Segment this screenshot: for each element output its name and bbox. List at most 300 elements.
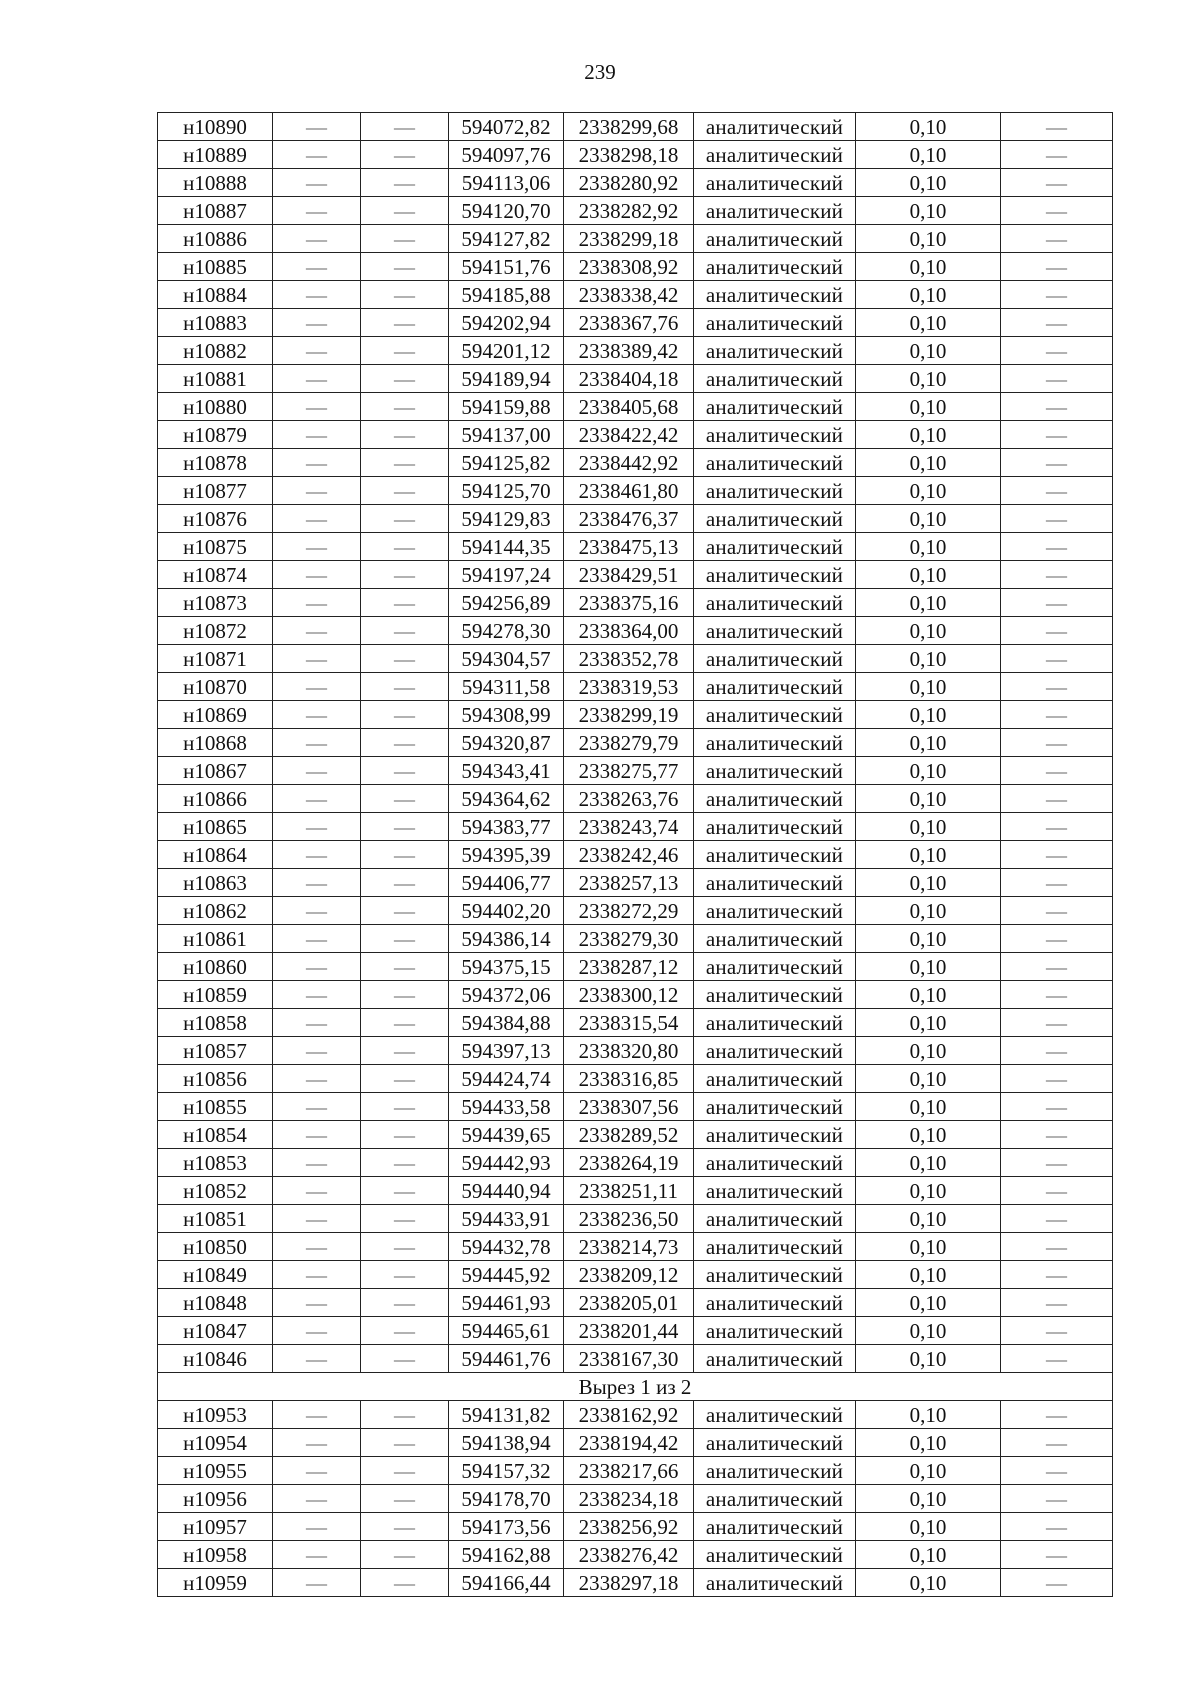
accuracy-cell: 0,10 xyxy=(856,1121,1001,1149)
point-id-cell: н10863 xyxy=(158,869,273,897)
dash-cell: — xyxy=(1001,1317,1113,1345)
dash-cell: — xyxy=(361,113,449,141)
y-coordinate-cell: 2338236,50 xyxy=(564,1205,694,1233)
x-coordinate-cell: 594173,56 xyxy=(449,1513,564,1541)
method-cell: аналитический xyxy=(694,1261,856,1289)
dash-cell: — xyxy=(273,1037,361,1065)
dash-cell: — xyxy=(1001,1149,1113,1177)
dash-cell: — xyxy=(361,449,449,477)
accuracy-cell: 0,10 xyxy=(856,281,1001,309)
table-row xyxy=(158,757,1113,785)
table-row xyxy=(158,197,1113,225)
table-row xyxy=(158,841,1113,869)
table-row xyxy=(158,1261,1113,1289)
table-row xyxy=(158,365,1113,393)
x-coordinate-cell: 594383,77 xyxy=(449,813,564,841)
dash-cell: — xyxy=(273,1177,361,1205)
dash-cell: — xyxy=(273,757,361,785)
method-cell: аналитический xyxy=(694,1149,856,1177)
dash-cell: — xyxy=(273,1345,361,1373)
dash-cell: — xyxy=(1001,113,1113,141)
table-row xyxy=(158,1205,1113,1233)
dash-cell: — xyxy=(361,169,449,197)
point-id-cell: н10850 xyxy=(158,1233,273,1261)
dash-cell: — xyxy=(361,1457,449,1485)
point-id-cell: н10869 xyxy=(158,701,273,729)
table-row xyxy=(158,673,1113,701)
table-row xyxy=(158,253,1113,281)
dash-cell: — xyxy=(273,1289,361,1317)
accuracy-cell: 0,10 xyxy=(856,981,1001,1009)
method-cell: аналитический xyxy=(694,281,856,309)
method-cell: аналитический xyxy=(694,449,856,477)
point-id-cell: н10882 xyxy=(158,337,273,365)
accuracy-cell: 0,10 xyxy=(856,1345,1001,1373)
accuracy-cell: 0,10 xyxy=(856,1261,1001,1289)
y-coordinate-cell: 2338476,37 xyxy=(564,505,694,533)
method-cell: аналитический xyxy=(694,309,856,337)
x-coordinate-cell: 594178,70 xyxy=(449,1485,564,1513)
method-cell: аналитический xyxy=(694,1457,856,1485)
x-coordinate-cell: 594364,62 xyxy=(449,785,564,813)
dash-cell: — xyxy=(1001,1065,1113,1093)
point-id-cell: н10878 xyxy=(158,449,273,477)
accuracy-cell: 0,10 xyxy=(856,197,1001,225)
point-id-cell: н10956 xyxy=(158,1485,273,1513)
x-coordinate-cell: 594113,06 xyxy=(449,169,564,197)
dash-cell: — xyxy=(361,281,449,309)
table-row xyxy=(158,309,1113,337)
dash-cell: — xyxy=(361,869,449,897)
method-cell: аналитический xyxy=(694,253,856,281)
dash-cell: — xyxy=(1001,813,1113,841)
method-cell: аналитический xyxy=(694,617,856,645)
dash-cell: — xyxy=(361,897,449,925)
table-row xyxy=(158,1541,1113,1569)
dash-cell: — xyxy=(1001,1401,1113,1429)
table-row xyxy=(158,533,1113,561)
dash-cell: — xyxy=(1001,533,1113,561)
dash-cell: — xyxy=(273,393,361,421)
accuracy-cell: 0,10 xyxy=(856,897,1001,925)
point-id-cell: н10890 xyxy=(158,113,273,141)
method-cell: аналитический xyxy=(694,561,856,589)
y-coordinate-cell: 2338422,42 xyxy=(564,421,694,449)
table-row xyxy=(158,897,1113,925)
method-cell: аналитический xyxy=(694,1317,856,1345)
dash-cell: — xyxy=(1001,1485,1113,1513)
y-coordinate-cell: 2338289,52 xyxy=(564,1121,694,1149)
dash-cell: — xyxy=(1001,253,1113,281)
accuracy-cell: 0,10 xyxy=(856,225,1001,253)
x-coordinate-cell: 594159,88 xyxy=(449,393,564,421)
dash-cell: — xyxy=(361,953,449,981)
dash-cell: — xyxy=(361,365,449,393)
table-row xyxy=(158,1037,1113,1065)
dash-cell: — xyxy=(273,645,361,673)
y-coordinate-cell: 2338364,00 xyxy=(564,617,694,645)
x-coordinate-cell: 594386,14 xyxy=(449,925,564,953)
accuracy-cell: 0,10 xyxy=(856,953,1001,981)
y-coordinate-cell: 2338316,85 xyxy=(564,1065,694,1093)
accuracy-cell: 0,10 xyxy=(856,1541,1001,1569)
point-id-cell: н10852 xyxy=(158,1177,273,1205)
dash-cell: — xyxy=(361,925,449,953)
y-coordinate-cell: 2338282,92 xyxy=(564,197,694,225)
accuracy-cell: 0,10 xyxy=(856,841,1001,869)
accuracy-cell: 0,10 xyxy=(856,1177,1001,1205)
y-coordinate-cell: 2338242,46 xyxy=(564,841,694,869)
accuracy-cell: 0,10 xyxy=(856,141,1001,169)
table-row xyxy=(158,701,1113,729)
dash-cell: — xyxy=(1001,841,1113,869)
method-cell: аналитический xyxy=(694,841,856,869)
method-cell: аналитический xyxy=(694,421,856,449)
y-coordinate-cell: 2338209,12 xyxy=(564,1261,694,1289)
dash-cell: — xyxy=(273,589,361,617)
dash-cell: — xyxy=(273,1429,361,1457)
x-coordinate-cell: 594185,88 xyxy=(449,281,564,309)
method-cell: аналитический xyxy=(694,897,856,925)
table-row xyxy=(158,1009,1113,1037)
dash-cell: — xyxy=(361,1149,449,1177)
x-coordinate-cell: 594433,58 xyxy=(449,1093,564,1121)
method-cell: аналитический xyxy=(694,113,856,141)
table-row xyxy=(158,1485,1113,1513)
x-coordinate-cell: 594162,88 xyxy=(449,1541,564,1569)
y-coordinate-cell: 2338276,42 xyxy=(564,1541,694,1569)
y-coordinate-cell: 2338243,74 xyxy=(564,813,694,841)
accuracy-cell: 0,10 xyxy=(856,337,1001,365)
dash-cell: — xyxy=(273,449,361,477)
dash-cell: — xyxy=(273,561,361,589)
dash-cell: — xyxy=(273,421,361,449)
dash-cell: — xyxy=(361,141,449,169)
point-id-cell: н10877 xyxy=(158,477,273,505)
method-cell: аналитический xyxy=(694,925,856,953)
dash-cell: — xyxy=(273,225,361,253)
accuracy-cell: 0,10 xyxy=(856,925,1001,953)
method-cell: аналитический xyxy=(694,505,856,533)
method-cell: аналитический xyxy=(694,673,856,701)
method-cell: аналитический xyxy=(694,225,856,253)
table-row xyxy=(158,1065,1113,1093)
y-coordinate-cell: 2338319,53 xyxy=(564,673,694,701)
dash-cell: — xyxy=(361,617,449,645)
x-coordinate-cell: 594402,20 xyxy=(449,897,564,925)
y-coordinate-cell: 2338308,92 xyxy=(564,253,694,281)
point-id-cell: н10861 xyxy=(158,925,273,953)
dash-cell: — xyxy=(273,1149,361,1177)
section-label: Вырез 1 из 2 xyxy=(158,1373,1113,1401)
table-row xyxy=(158,869,1113,897)
table-row xyxy=(158,1513,1113,1541)
table-row xyxy=(158,1429,1113,1457)
dash-cell: — xyxy=(361,813,449,841)
point-id-cell: н10874 xyxy=(158,561,273,589)
y-coordinate-cell: 2338404,18 xyxy=(564,365,694,393)
point-id-cell: н10889 xyxy=(158,141,273,169)
accuracy-cell: 0,10 xyxy=(856,1485,1001,1513)
table-row xyxy=(158,1345,1113,1373)
x-coordinate-cell: 594144,35 xyxy=(449,533,564,561)
point-id-cell: н10860 xyxy=(158,953,273,981)
y-coordinate-cell: 2338257,13 xyxy=(564,869,694,897)
dash-cell: — xyxy=(1001,645,1113,673)
dash-cell: — xyxy=(1001,673,1113,701)
dash-cell: — xyxy=(1001,281,1113,309)
y-coordinate-cell: 2338217,66 xyxy=(564,1457,694,1485)
y-coordinate-cell: 2338315,54 xyxy=(564,1009,694,1037)
dash-cell: — xyxy=(1001,1093,1113,1121)
point-id-cell: н10881 xyxy=(158,365,273,393)
accuracy-cell: 0,10 xyxy=(856,1233,1001,1261)
accuracy-cell: 0,10 xyxy=(856,113,1001,141)
dash-cell: — xyxy=(361,1037,449,1065)
y-coordinate-cell: 2338234,18 xyxy=(564,1485,694,1513)
point-id-cell: н10883 xyxy=(158,309,273,337)
dash-cell: — xyxy=(273,1261,361,1289)
table-row xyxy=(158,1289,1113,1317)
x-coordinate-cell: 594137,00 xyxy=(449,421,564,449)
dash-cell: — xyxy=(1001,141,1113,169)
dash-cell: — xyxy=(361,757,449,785)
dash-cell: — xyxy=(1001,561,1113,589)
dash-cell: — xyxy=(273,169,361,197)
method-cell: аналитический xyxy=(694,701,856,729)
y-coordinate-cell: 2338375,16 xyxy=(564,589,694,617)
page-number: 239 xyxy=(584,60,616,84)
dash-cell: — xyxy=(1001,169,1113,197)
y-coordinate-cell: 2338389,42 xyxy=(564,337,694,365)
method-cell: аналитический xyxy=(694,477,856,505)
method-cell: аналитический xyxy=(694,1009,856,1037)
dash-cell: — xyxy=(1001,421,1113,449)
method-cell: аналитический xyxy=(694,785,856,813)
dash-cell: — xyxy=(361,1401,449,1429)
point-id-cell: н10866 xyxy=(158,785,273,813)
x-coordinate-cell: 594308,99 xyxy=(449,701,564,729)
dash-cell: — xyxy=(1001,1205,1113,1233)
accuracy-cell: 0,10 xyxy=(856,1093,1001,1121)
dash-cell: — xyxy=(1001,1177,1113,1205)
table-row xyxy=(158,169,1113,197)
point-id-cell: н10871 xyxy=(158,645,273,673)
dash-cell: — xyxy=(361,253,449,281)
method-cell: аналитический xyxy=(694,869,856,897)
dash-cell: — xyxy=(273,1485,361,1513)
dash-cell: — xyxy=(1001,1345,1113,1373)
x-coordinate-cell: 594465,61 xyxy=(449,1317,564,1345)
x-coordinate-cell: 594166,44 xyxy=(449,1569,564,1597)
accuracy-cell: 0,10 xyxy=(856,1205,1001,1233)
dash-cell: — xyxy=(1001,1513,1113,1541)
table-row xyxy=(158,981,1113,1009)
method-cell: аналитический xyxy=(694,589,856,617)
table-row xyxy=(158,393,1113,421)
accuracy-cell: 0,10 xyxy=(856,253,1001,281)
method-cell: аналитический xyxy=(694,1121,856,1149)
point-id-cell: н10864 xyxy=(158,841,273,869)
dash-cell: — xyxy=(1001,1429,1113,1457)
x-coordinate-cell: 594304,57 xyxy=(449,645,564,673)
accuracy-cell: 0,10 xyxy=(856,393,1001,421)
table-row xyxy=(158,645,1113,673)
y-coordinate-cell: 2338429,51 xyxy=(564,561,694,589)
table-row xyxy=(158,1569,1113,1597)
point-id-cell: н10888 xyxy=(158,169,273,197)
dash-cell: — xyxy=(361,533,449,561)
section-row xyxy=(158,1373,1113,1401)
dash-cell: — xyxy=(361,589,449,617)
table-row xyxy=(158,813,1113,841)
dash-cell: — xyxy=(361,197,449,225)
accuracy-cell: 0,10 xyxy=(856,1289,1001,1317)
point-id-cell: н10865 xyxy=(158,813,273,841)
dash-cell: — xyxy=(361,1317,449,1345)
accuracy-cell: 0,10 xyxy=(856,673,1001,701)
dash-cell: — xyxy=(1001,981,1113,1009)
dash-cell: — xyxy=(1001,1541,1113,1569)
accuracy-cell: 0,10 xyxy=(856,505,1001,533)
point-id-cell: н10958 xyxy=(158,1541,273,1569)
dash-cell: — xyxy=(273,533,361,561)
dash-cell: — xyxy=(1001,589,1113,617)
dash-cell: — xyxy=(273,897,361,925)
x-coordinate-cell: 594120,70 xyxy=(449,197,564,225)
x-coordinate-cell: 594439,65 xyxy=(449,1121,564,1149)
x-coordinate-cell: 594320,87 xyxy=(449,729,564,757)
dash-cell: — xyxy=(361,1009,449,1037)
dash-cell: — xyxy=(361,1345,449,1373)
y-coordinate-cell: 2338297,18 xyxy=(564,1569,694,1597)
method-cell: аналитический xyxy=(694,1177,856,1205)
method-cell: аналитический xyxy=(694,813,856,841)
dash-cell: — xyxy=(273,1513,361,1541)
accuracy-cell: 0,10 xyxy=(856,785,1001,813)
point-id-cell: н10846 xyxy=(158,1345,273,1373)
point-id-cell: н10886 xyxy=(158,225,273,253)
method-cell: аналитический xyxy=(694,1569,856,1597)
dash-cell: — xyxy=(273,365,361,393)
y-coordinate-cell: 2338298,18 xyxy=(564,141,694,169)
dash-cell: — xyxy=(1001,449,1113,477)
x-coordinate-cell: 594202,94 xyxy=(449,309,564,337)
table-body xyxy=(158,113,1113,1597)
table-row xyxy=(158,561,1113,589)
point-id-cell: н10873 xyxy=(158,589,273,617)
method-cell: аналитический xyxy=(694,1401,856,1429)
dash-cell: — xyxy=(1001,1121,1113,1149)
table-row xyxy=(158,1401,1113,1429)
x-coordinate-cell: 594442,93 xyxy=(449,1149,564,1177)
y-coordinate-cell: 2338442,92 xyxy=(564,449,694,477)
accuracy-cell: 0,10 xyxy=(856,617,1001,645)
dash-cell: — xyxy=(1001,197,1113,225)
accuracy-cell: 0,10 xyxy=(856,1457,1001,1485)
accuracy-cell: 0,10 xyxy=(856,365,1001,393)
x-coordinate-cell: 594424,74 xyxy=(449,1065,564,1093)
accuracy-cell: 0,10 xyxy=(856,421,1001,449)
dash-cell: — xyxy=(273,925,361,953)
table-row xyxy=(158,281,1113,309)
dash-cell: — xyxy=(361,1289,449,1317)
method-cell: аналитический xyxy=(694,1345,856,1373)
dash-cell: — xyxy=(1001,1009,1113,1037)
method-cell: аналитический xyxy=(694,1513,856,1541)
point-id-cell: н10847 xyxy=(158,1317,273,1345)
table-row xyxy=(158,729,1113,757)
point-id-cell: н10959 xyxy=(158,1569,273,1597)
x-coordinate-cell: 594072,82 xyxy=(449,113,564,141)
dash-cell: — xyxy=(273,617,361,645)
table-row xyxy=(158,505,1113,533)
dash-cell: — xyxy=(273,1401,361,1429)
method-cell: аналитический xyxy=(694,1233,856,1261)
y-coordinate-cell: 2338275,77 xyxy=(564,757,694,785)
dash-cell: — xyxy=(1001,309,1113,337)
accuracy-cell: 0,10 xyxy=(856,645,1001,673)
dash-cell: — xyxy=(361,561,449,589)
point-id-cell: н10880 xyxy=(158,393,273,421)
table-row xyxy=(158,113,1113,141)
dash-cell: — xyxy=(1001,1289,1113,1317)
y-coordinate-cell: 2338299,19 xyxy=(564,701,694,729)
dash-cell: — xyxy=(273,197,361,225)
dash-cell: — xyxy=(273,1121,361,1149)
dash-cell: — xyxy=(1001,505,1113,533)
dash-cell: — xyxy=(273,253,361,281)
y-coordinate-cell: 2338307,56 xyxy=(564,1093,694,1121)
dash-cell: — xyxy=(361,841,449,869)
accuracy-cell: 0,10 xyxy=(856,701,1001,729)
dash-cell: — xyxy=(1001,617,1113,645)
point-id-cell: н10879 xyxy=(158,421,273,449)
dash-cell: — xyxy=(1001,1037,1113,1065)
coordinates-table xyxy=(157,112,1113,1597)
point-id-cell: н10856 xyxy=(158,1065,273,1093)
table-row xyxy=(158,449,1113,477)
dash-cell: — xyxy=(273,1093,361,1121)
y-coordinate-cell: 2338299,18 xyxy=(564,225,694,253)
accuracy-cell: 0,10 xyxy=(856,1009,1001,1037)
point-id-cell: н10859 xyxy=(158,981,273,1009)
x-coordinate-cell: 594384,88 xyxy=(449,1009,564,1037)
point-id-cell: н10848 xyxy=(158,1289,273,1317)
method-cell: аналитический xyxy=(694,141,856,169)
table-row xyxy=(158,1093,1113,1121)
dash-cell: — xyxy=(1001,337,1113,365)
dash-cell: — xyxy=(361,645,449,673)
y-coordinate-cell: 2338214,73 xyxy=(564,1233,694,1261)
accuracy-cell: 0,10 xyxy=(856,449,1001,477)
dash-cell: — xyxy=(1001,729,1113,757)
x-coordinate-cell: 594131,82 xyxy=(449,1401,564,1429)
accuracy-cell: 0,10 xyxy=(856,533,1001,561)
dash-cell: — xyxy=(1001,953,1113,981)
y-coordinate-cell: 2338279,79 xyxy=(564,729,694,757)
y-coordinate-cell: 2338299,68 xyxy=(564,113,694,141)
y-coordinate-cell: 2338194,42 xyxy=(564,1429,694,1457)
accuracy-cell: 0,10 xyxy=(856,169,1001,197)
accuracy-cell: 0,10 xyxy=(856,1317,1001,1345)
dash-cell: — xyxy=(361,1541,449,1569)
table-row xyxy=(158,953,1113,981)
method-cell: аналитический xyxy=(694,1429,856,1457)
accuracy-cell: 0,10 xyxy=(856,729,1001,757)
x-coordinate-cell: 594127,82 xyxy=(449,225,564,253)
dash-cell: — xyxy=(1001,785,1113,813)
